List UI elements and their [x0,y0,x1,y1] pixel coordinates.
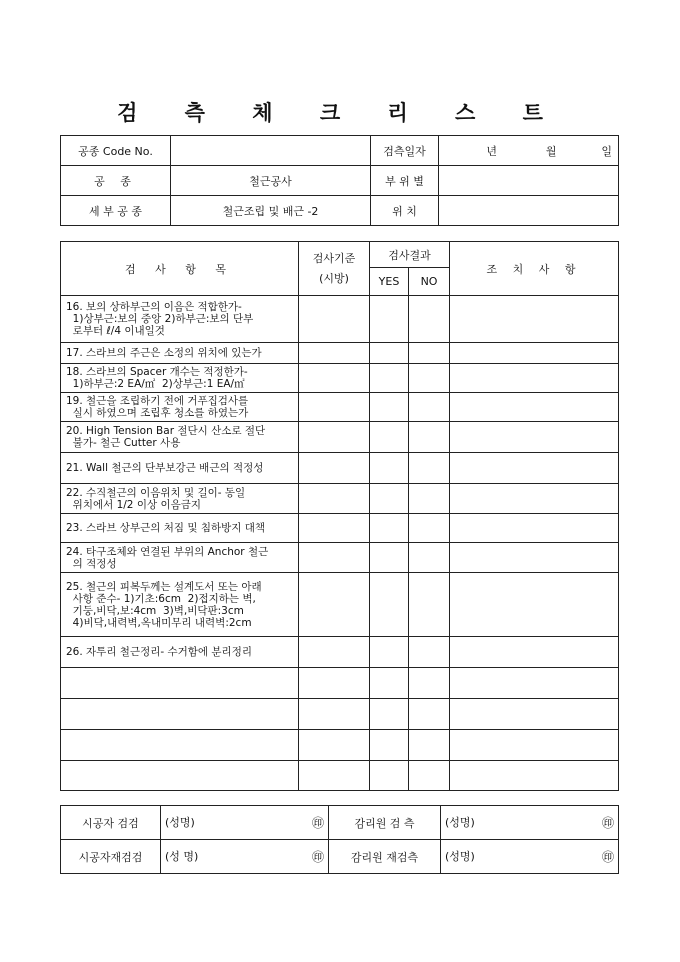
detail-work-value[interactable]: 철근조립 및 배근 -2 [171,196,371,226]
contractor-recheck-signature[interactable] [161,840,329,874]
standard-cell[interactable] [299,514,370,543]
standard-cell[interactable] [299,543,370,573]
col-header-result: 검사결과 [370,242,450,268]
work-type-label: 공 종 [61,166,171,196]
seal-icon: ㊞ [311,816,324,830]
action-cell[interactable] [450,699,619,730]
action-cell[interactable] [450,668,619,699]
checklist-item-text: 24. 타구조체와 연결된 부위의 Anchor 철근 의 적정성 [61,543,299,573]
standard-cell[interactable] [299,343,370,364]
checklist-item-text: 20. High Tension Bar 절단시 산소로 절단 불가- 철근 Cutter 사용 [61,422,299,453]
yes-cell[interactable] [370,573,409,637]
checklist-row [61,393,619,422]
location-label: 위 치 [371,196,439,226]
checklist-item-text: 17. 스라브의 주근은 소정의 위치에 있는가 [61,343,299,364]
no-cell[interactable] [409,514,450,543]
yes-cell[interactable] [370,514,409,543]
checklist-row [61,699,619,730]
supervisor-recheck-signature[interactable] [441,840,619,874]
contractor-check-label: 시공자 검검 [61,806,161,840]
detail-work-label: 세 부 공 종 [61,196,171,226]
col-header-action: 조 치 사 항 [450,242,619,296]
work-type-value[interactable]: 철근공사 [171,166,371,196]
yes-cell[interactable] [370,761,409,791]
checklist-row [61,453,619,484]
yes-cell[interactable] [370,543,409,573]
yes-cell[interactable] [370,296,409,343]
checklist-row [61,761,619,791]
col-header-standard [299,242,370,296]
supervisor-recheck-label: 감리원 재검측 [329,840,441,874]
col-header-standard-line1: 검사기준 [312,251,356,265]
checklist-item-text: 25. 철근의 피복두께는 설계도서 또는 아래 사항 준수- 1)기초:6cm 2)접지하는 벽, 기둥,비닥,보:4cm 3)벽,비닥판:3cm 4)비닥,내력벽,옥내미무리 내력벽:2cm [61,573,299,637]
standard-cell[interactable] [299,484,370,514]
name-placeholder: (성명) [445,850,475,863]
checklist-item-text: 23. 스라브 상부근의 처짐 및 침하방지 대책 [61,514,299,543]
checklist-row [61,637,619,668]
date-month: 월 [545,144,557,158]
checklist-row [61,573,619,637]
contractor-check-signature[interactable] [161,806,329,840]
yes-cell[interactable] [370,422,409,453]
col-header-standard-line2: (시방) [319,271,349,285]
yes-cell[interactable] [370,637,409,668]
seal-icon: ㊞ [601,816,614,830]
standard-cell[interactable] [299,699,370,730]
action-cell[interactable] [450,730,619,761]
action-cell[interactable] [450,453,619,484]
name-placeholder: (성명) [445,816,475,829]
yes-cell[interactable] [370,699,409,730]
standard-cell[interactable] [299,573,370,637]
action-cell[interactable] [450,484,619,514]
location-value[interactable] [439,196,619,226]
action-cell[interactable] [450,343,619,364]
col-header-no: NO [409,268,450,296]
checklist-row [61,343,619,364]
checklist-row [61,668,619,699]
standard-cell[interactable] [299,453,370,484]
no-cell[interactable] [409,296,450,343]
checklist-row [61,514,619,543]
action-cell[interactable] [450,637,619,668]
action-cell[interactable] [450,514,619,543]
action-cell[interactable] [450,543,619,573]
no-cell[interactable] [409,668,450,699]
page-title: 검 측 체 크 리 스 트 [117,100,563,125]
standard-cell[interactable] [299,296,370,343]
yes-cell[interactable] [370,668,409,699]
no-cell[interactable] [409,343,450,364]
yes-cell[interactable] [370,730,409,761]
yes-cell[interactable] [370,453,409,484]
checklist-item-text: 18. 스라브의 Spacer 개수는 적정한가- 1)하부근:2 EA/㎡ 2)상부근:1 EA/㎡ [61,364,299,393]
yes-cell[interactable] [370,364,409,393]
col-header-yes: YES [370,268,409,296]
supervisor-check-signature[interactable] [441,806,619,840]
standard-cell[interactable] [299,637,370,668]
no-cell[interactable] [409,573,450,637]
signature-table [60,805,619,874]
checklist-row [61,296,619,343]
action-cell[interactable] [450,573,619,637]
contractor-recheck-label: 시공자재검검 [61,840,161,874]
date-day: 일 [601,144,612,158]
yes-cell[interactable] [370,393,409,422]
no-cell[interactable] [409,543,450,573]
standard-cell[interactable] [299,730,370,761]
no-cell[interactable] [409,637,450,668]
standard-cell[interactable] [299,668,370,699]
no-cell[interactable] [409,484,450,514]
supervisor-check-label: 감리원 검 측 [329,806,441,840]
checklist-item-text [61,668,299,699]
no-cell[interactable] [409,761,450,791]
no-cell[interactable] [409,364,450,393]
no-cell[interactable] [409,393,450,422]
checklist-row [61,543,619,573]
checklist-item-text: 19. 철근을 조립하기 전에 거푸집검사를 실시 하였으며 조립후 청소를 하였는가 [61,393,299,422]
action-cell[interactable] [450,393,619,422]
action-cell[interactable] [450,422,619,453]
part-value[interactable] [439,166,619,196]
action-cell[interactable] [450,761,619,791]
checklist-item-text: 26. 자투리 철근정리- 수거함에 분리정리 [61,637,299,668]
checklist-row [61,730,619,761]
checklist-row [61,484,619,514]
standard-cell[interactable] [299,761,370,791]
name-placeholder: (성 명) [165,850,199,863]
checklist-item-text: 16. 보의 상하부근의 이음은 적합한가- 1)상부근:보의 중앙 2)하부근:보의 단부 로부터 ℓ/4 이내일것 [61,296,299,343]
name-placeholder: (성명) [165,816,195,829]
seal-icon: ㊞ [601,850,614,864]
checklist-row [61,422,619,453]
work-type-code-value[interactable] [171,136,371,166]
date-year: 년 [486,144,497,158]
standard-cell[interactable] [299,393,370,422]
work-type-code-label: 공종 Code No. [61,136,171,166]
no-cell[interactable] [409,422,450,453]
action-cell[interactable] [450,364,619,393]
header-info-table [60,135,619,226]
no-cell[interactable] [409,730,450,761]
checklist-item-text: 21. Wall 철근의 단부보강근 배근의 적정성 [61,453,299,484]
checklist-item-text: 22. 수직철근의 이음위치 및 길이- 동일 위치에서 1/2 이상 이음금지 [61,484,299,514]
action-cell[interactable] [450,296,619,343]
checklist-rows [61,296,619,791]
inspection-date-value[interactable] [439,136,619,166]
checklist-item-text [61,730,299,761]
inspection-date-label: 검측일자 [371,136,439,166]
standard-cell[interactable] [299,422,370,453]
no-cell[interactable] [409,699,450,730]
standard-cell[interactable] [299,364,370,393]
checklist-table [60,241,619,791]
checklist-item-text [61,699,299,730]
no-cell[interactable] [409,453,450,484]
checklist-item-text [61,761,299,791]
col-header-items: 검 사 항 목 [61,242,299,296]
seal-icon: ㊞ [311,850,324,864]
yes-cell[interactable] [370,484,409,514]
part-label: 부 위 별 [371,166,439,196]
checklist-row [61,364,619,393]
yes-cell[interactable] [370,343,409,364]
